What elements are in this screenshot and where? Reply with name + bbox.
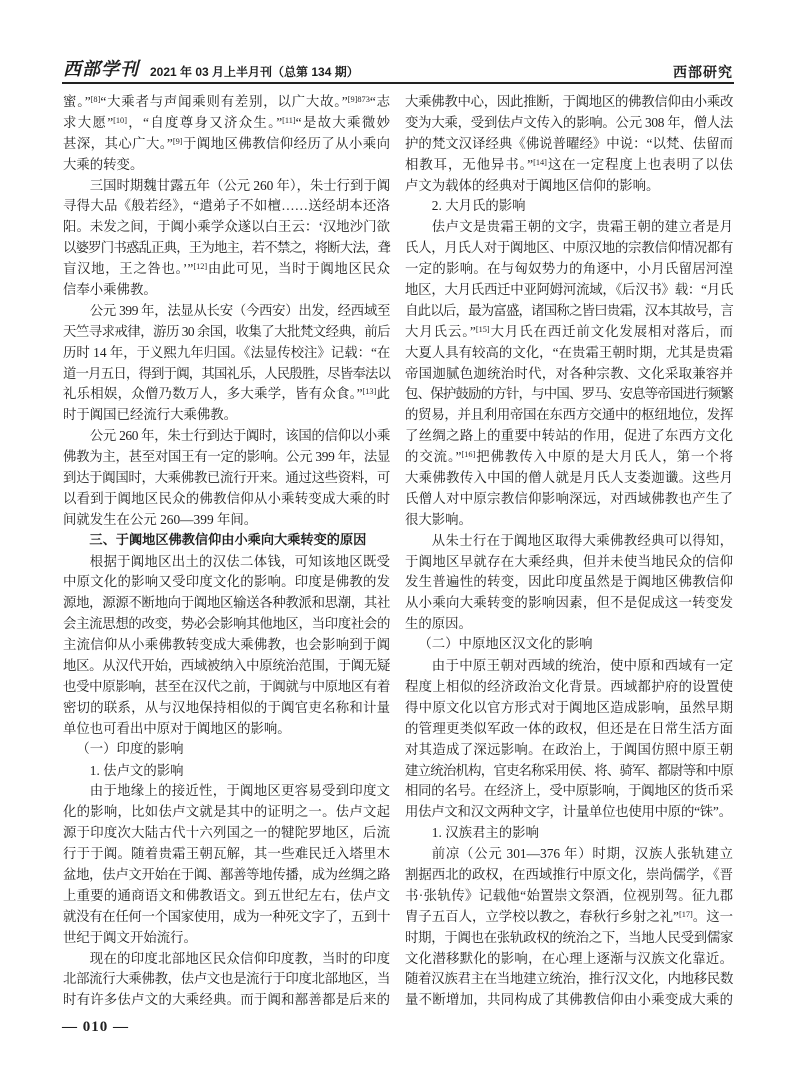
text-line	[63, 572, 390, 593]
text-line	[405, 134, 733, 155]
text-run: 到达于阗国时，大乘佛教已流行开来。通过这些资料，可	[63, 470, 390, 486]
text-line	[63, 844, 390, 865]
text-line	[63, 134, 390, 155]
text-run: 从小乘向大乘转变的影响因素，但不是促成这一转变发	[405, 595, 733, 611]
text-line	[405, 384, 733, 405]
text-line	[63, 614, 390, 635]
text-line	[405, 405, 733, 426]
text-line	[63, 823, 390, 844]
text-run: 得中原文化以官方形式对于阗地区造成影响，虽然早期	[405, 699, 733, 715]
text-run: 公元 260 年，朱士行到达于阗时，该国的信仰以小乘	[89, 428, 390, 444]
text-run: 时期，于阗也在张轨政权的统治之下，当地人民受到儒家	[405, 929, 733, 945]
text-run: “志	[369, 94, 391, 109]
text-run: 从朱士行在于阗地区取得大乘佛教经典可以得知，	[431, 532, 733, 548]
text-run: 很大影响。	[405, 511, 472, 527]
text-run: 大乘佛教传入中国的僧人就是月氏人支娄迦谶。这些月	[405, 470, 733, 486]
header-rule	[62, 82, 734, 84]
text-line	[63, 405, 390, 426]
text-run: 相教耳，无他异书。”	[405, 156, 534, 172]
text-run: 对其造成了深远影响。在政治上，于阗国仿照中原王朝	[405, 741, 733, 757]
text-run: 。这一	[692, 908, 733, 924]
text-line	[63, 698, 390, 719]
text-line	[63, 489, 390, 510]
citation-marker: [17]	[678, 909, 693, 919]
text-run: 历时 14 年，于义熙九年归国。《法显传校注》记载：“在	[63, 344, 391, 360]
text-line	[63, 280, 390, 301]
text-line	[63, 781, 390, 802]
text-run: 自此以后，最为富盛，诸国称之皆曰贵霜，汉本其故号，言	[405, 302, 733, 318]
citation-marker: [11]	[282, 115, 296, 125]
text-line	[405, 928, 733, 949]
text-line	[405, 92, 733, 113]
paragraph	[405, 656, 733, 823]
text-line	[63, 865, 390, 886]
text-line	[405, 552, 733, 573]
text-run: 胄子五百人，立学校以教之，春秋行乡射之礼”	[405, 908, 679, 924]
text-run: 氏僧人对中原宗教信仰影响深远，对西域佛教也产生了	[405, 490, 733, 506]
issue-info: 2021 年 03 月上半月刊（总第 134 期）	[150, 65, 359, 79]
text-line	[63, 426, 390, 447]
paragraph	[63, 426, 390, 530]
text-line	[63, 969, 390, 990]
text-line	[63, 719, 390, 740]
text-run: 前凉（公元 301—376 年）时期，汉族人张轨建立	[431, 846, 733, 862]
text-line	[63, 907, 390, 928]
text-run: 大乘佛教中心，因此推断，于阗地区的佛教信仰由小乘改	[405, 94, 733, 109]
text-line	[405, 301, 733, 322]
text-line	[63, 886, 390, 907]
text-line	[63, 928, 390, 949]
text-run: 蜜。”	[63, 94, 91, 109]
text-run: 相同的名号。在经济上，受中原影响，于阗地区的货币采	[405, 783, 733, 799]
text-line	[405, 844, 733, 865]
text-line	[405, 740, 733, 761]
citation-marker: [9]	[172, 136, 183, 146]
text-run: 现在的印度北部地区民众信仰印度教，当时的印度	[89, 950, 390, 966]
text-run: 了丝绸之路上的重要中转站的作用，促进了东西方文化	[405, 428, 733, 444]
text-line	[405, 259, 733, 280]
text-run: 上重要的通商语文和佛教语文。到五世纪左右，佉卢文	[63, 887, 390, 903]
paragraph	[63, 301, 390, 426]
text-line	[405, 238, 733, 259]
text-run: 于阗地区早就存在大乘经典，但并未使当地民众的信仰	[405, 553, 733, 569]
text-run: 把佛教传入中原的是大月氏人，第一个将	[475, 449, 734, 465]
text-run: 包、保护鼓励的方针，与中国、罗马、安息等帝国进行频繁	[405, 386, 733, 402]
text-line	[63, 364, 390, 385]
text-run: 密切的联系，从与汉地保持相似的于阗官吏名称和计量	[63, 699, 390, 715]
item-heading: 1. 汉族君主的影响	[431, 825, 539, 841]
text-run: 根据于阗地区出土的汉佉二体钱，可知该地区既受	[89, 553, 390, 569]
text-run: 大夏人具有较高的文化，“在贵霜王朝时期，尤其是贵霜	[405, 344, 733, 360]
text-run: 地区。从汉代开始，西域被纳入中原统治范围，于阗无疑	[63, 658, 390, 674]
text-line	[405, 217, 733, 238]
text-run: 也受中原影响，甚至在汉代之前，于阗就与中原地区有着	[63, 678, 390, 694]
text-line	[63, 259, 390, 280]
right-column	[405, 92, 733, 1011]
text-run: 书·张轨传》记载他“始置崇文祭酒，位视别驾。征九郡	[405, 887, 733, 903]
text-run: 盲汉地，王之咎也。’”	[63, 261, 194, 277]
text-line	[405, 155, 733, 176]
text-run: 世纪于阗文开始流行。	[63, 929, 197, 945]
text-run: 礼乐相娱，众僧乃数万人，多大乘学，皆有众食。”	[63, 386, 363, 402]
text-line	[63, 176, 390, 197]
text-run: 地区，大月氏西迁中亚阿姆河流域，《后汉书》载：“月氏	[405, 282, 733, 298]
text-run: 主流信仰从小乘佛教转变成大乘佛教，也会影响到于阗	[63, 637, 390, 653]
citation-marker: [9]873	[347, 94, 370, 104]
section-heading: 三、于阗地区佛教信仰由小乘向大乘转变的原因	[89, 532, 367, 548]
text-run: “是故大乘微妙	[295, 114, 390, 130]
citation-marker: [16]	[461, 450, 476, 459]
citation-marker: [12]	[193, 261, 208, 271]
subsection-heading: （一）印度的影响	[76, 741, 184, 757]
text-run: 氏人，月氏人对于阗地区、中原汉地的宗教信仰情况都有	[405, 240, 733, 256]
text-line	[63, 552, 390, 573]
text-run: 盆地，佉卢文开始在于阗、鄯善等地传播，成为丝绸之路	[63, 866, 390, 882]
text-line	[63, 196, 390, 217]
text-run: 行于于阗。随着贵霜王朝瓦解，其一些难民迁入塔里木	[63, 846, 390, 862]
text-run: 的交流。”	[405, 449, 462, 465]
text-run: 用佉卢文和汉文两种文字，计量单位也使用中原的“铢”。	[405, 804, 732, 820]
text-run: 于阗地区佛教信仰经历了从小乘向	[182, 135, 390, 151]
text-run: 这在一定程度上也表明了以佉	[546, 156, 733, 172]
text-line	[405, 865, 733, 886]
paragraph	[405, 844, 733, 1011]
text-line	[405, 761, 733, 782]
text-line	[405, 572, 733, 593]
paragraph	[63, 92, 390, 176]
text-line	[405, 698, 733, 719]
text-run: 时于阗国已经流行大乘佛教。	[63, 407, 238, 423]
item-heading: 2. 大月氏的影响	[431, 198, 526, 214]
text-run: 大月氏云。”	[405, 323, 476, 339]
text-line	[405, 447, 733, 468]
text-run: 由此可见，当时于阗地区民众	[207, 261, 391, 277]
text-run: 帝国迦腻色迦统治时代，对各种宗教、文化采取兼容并	[405, 365, 733, 381]
text-line	[405, 969, 733, 990]
text-run: 程度上相似的经济政治文化背景。西域都护府的设置使	[405, 678, 733, 694]
text-line	[63, 677, 390, 698]
text-line	[405, 322, 733, 343]
journal-logo: 西部学刊	[63, 59, 139, 80]
text-run: 量不断增加，共同构成了其佛教信仰由小乘变成大乘的	[405, 992, 733, 1008]
text-run: 求大愿”	[63, 114, 114, 130]
text-line	[405, 719, 733, 740]
text-run: 卢文为载体的经典对于阗地区信仰的影响。	[405, 177, 660, 193]
text-line	[405, 677, 733, 698]
text-run: 就没有在任何一个国家使用，成为一种死文字了，五到十	[63, 908, 390, 924]
text-run: 佛教为主，甚至对国王有一定的影响。公元 399 年，法显	[63, 449, 390, 465]
text-line	[63, 322, 390, 343]
text-run: 阳。未发之间，于阗小乘学众遂以白王云：‘汉地沙门欲	[63, 219, 390, 235]
text-run: 随着汉族君主在当地建立统治，推行汉文化，内地移民数	[405, 971, 733, 987]
text-line	[63, 92, 390, 113]
citation-marker: [14]	[533, 157, 547, 167]
text-line	[405, 802, 733, 823]
citation-marker: [8]	[90, 94, 101, 104]
text-line	[63, 468, 390, 489]
text-run: 一定的影响。在与匈奴势力的角逐中，小月氏留居河湟	[405, 261, 733, 277]
paragraph	[63, 176, 390, 301]
text-line	[63, 949, 390, 970]
text-line	[63, 802, 390, 823]
text-line	[405, 489, 733, 510]
text-run: 信奉小乘佛教。	[63, 282, 157, 298]
text-run: 三国时期魏甘露五年（公元 260 年），朱士行到于阗	[89, 177, 390, 193]
text-run: 护的梵文汉译经典《佛说普曜经》中说：“以梵、佉留而	[405, 135, 733, 151]
text-run: 北部流行大乘佛教，佉卢文也是流行于印度北部地区，当	[63, 971, 390, 987]
text-run: 时有许多佉卢文的大乘经典。而于阗和鄯善都是后来的	[63, 992, 390, 1008]
text-line	[63, 155, 390, 176]
text-run: 公元 399 年，法显从长安（今西安）出发，经西域至	[89, 302, 390, 318]
text-run: 建立统治机构，官吏名称采用侯、将、骑军、都尉等和中原	[405, 762, 733, 778]
text-line	[405, 949, 733, 970]
text-run: 间就发生在公元 260—399 年间。	[63, 511, 258, 527]
text-run: 甚深，其心广大。”	[63, 135, 173, 151]
text-run: 文化潜移默化的影响，在心理上逐渐与汉族文化靠近。	[405, 950, 733, 966]
text-line	[405, 343, 733, 364]
text-run: 割据西北的政权，在西域推行中原文化，崇尚儒学，《晋	[405, 866, 734, 882]
text-line	[405, 113, 733, 134]
text-run: 化的影响，比如佉卢文就是其中的证明之一。佉卢文起	[63, 804, 390, 820]
text-line	[63, 384, 390, 405]
text-line	[405, 364, 733, 385]
citation-marker: [10]	[113, 115, 127, 125]
text-line	[405, 176, 733, 197]
text-run: 单位也可看出中原对于阗地区的影响。	[63, 720, 291, 736]
text-run: 道一月五日，得到于阗，其国礼乐，人民殷胜，尽皆奉法以	[63, 365, 390, 381]
text-line	[405, 656, 733, 677]
text-line	[63, 343, 390, 364]
text-line	[63, 447, 390, 468]
text-run: 大月氏在西迁前文化发展相对落后，而	[489, 323, 734, 339]
item-heading: 1. 佉卢文的影响	[89, 762, 184, 778]
text-run: 天竺寻求戒律，游历 30 余国，收集了大批梵文经典，前后	[63, 323, 390, 339]
paragraph	[63, 552, 390, 740]
text-line	[63, 113, 390, 134]
text-line	[63, 593, 390, 614]
text-line	[405, 886, 733, 907]
text-run: 会主流思想的改变，势必会影响其他地区，当印度社会的	[63, 616, 390, 632]
text-run: 源于印度次大陆古代十六列国之一的犍陀罗地区，后流	[63, 825, 390, 841]
text-line	[405, 593, 733, 614]
text-line	[63, 238, 390, 259]
left-column	[63, 92, 390, 1011]
citation-marker: [15]	[475, 324, 490, 334]
paragraph	[63, 949, 390, 1012]
text-line	[405, 531, 733, 552]
text-run: 以婆罗门书惑乱正典，王为地主，若不禁之，将断大法，聋	[63, 240, 390, 256]
citation-marker: [13]	[362, 387, 377, 397]
text-line	[405, 468, 733, 489]
text-line	[405, 614, 733, 635]
paragraph	[405, 92, 733, 196]
text-run: 由于地缘上的接近性，于阗地区更容易受到印度文	[89, 783, 390, 799]
text-line	[405, 426, 733, 447]
section-label: 西部研究	[673, 64, 733, 80]
subsection-heading: （二）中原地区汉文化的影响	[418, 637, 593, 653]
paragraph	[405, 531, 733, 635]
text-run: 此	[376, 386, 390, 402]
text-run: 以看到于阗地区民众的佛教信仰从小乘转变成大乘的时	[63, 490, 390, 506]
text-run: ，“自度尊身又济众生。”	[126, 114, 283, 130]
text-run: “大乘者与声闻乘则有差别，以广大故。”	[100, 94, 348, 109]
text-line	[405, 781, 733, 802]
text-run: 生的原因。	[405, 616, 472, 632]
text-line	[63, 635, 390, 656]
text-run: 的贸易，并且利用帝国在东西方交通中的枢纽地位，发挥	[405, 407, 733, 423]
text-line	[63, 656, 390, 677]
text-run: 中原文化的影响又受印度文化的影响。印度是佛教的发	[63, 574, 390, 590]
text-line	[63, 510, 390, 531]
paragraph	[63, 781, 390, 948]
text-line	[63, 301, 390, 322]
text-run: 寻得大品《般若经》，“遣弟子不如檀……送经胡本还洛	[63, 198, 390, 214]
text-line	[405, 280, 733, 301]
text-run: 由于中原王朝对西域的统治，使中原和西域有一定	[431, 658, 733, 674]
text-run: 佉卢文是贵霜王朝的文字，贵霜王朝的建立者是月	[431, 219, 733, 235]
page-number: — 010 —	[62, 1019, 129, 1035]
text-line	[405, 510, 733, 531]
text-run: 变为大乘，受到佉卢文传入的影响。公元 308 年，僧人法	[405, 114, 733, 130]
text-run: 源地，源源不断地向于阗地区输送各种教派和思潮，其社	[63, 595, 390, 611]
text-run: 的管理更类似军政一体的政权，但还是在日常生活方面	[405, 720, 733, 736]
paragraph	[405, 217, 733, 530]
text-run: 大乘的转变。	[63, 156, 144, 172]
text-line	[405, 990, 733, 1011]
text-line	[63, 217, 390, 238]
text-run: 发生普遍性的转变，因此印度虽然是于阗地区佛教信仰	[405, 574, 733, 590]
text-line	[405, 907, 733, 928]
text-line	[63, 990, 390, 1011]
